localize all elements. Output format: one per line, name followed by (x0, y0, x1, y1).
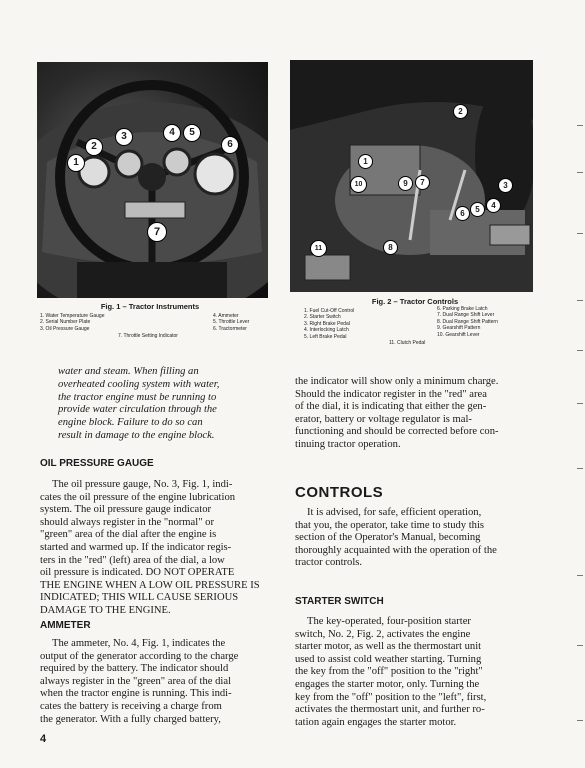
figure-2-caption: Fig. 2 – Tractor Controls (371, 297, 459, 306)
ammeter-paragraph: The ammeter, No. 4, Fig. 1, indicates the output of the generator according to the charge required by the battery. The indicator should always register in the "green" area of the dial when the tractor engine is running. This indi- cates the battery is receiving a charge from the generator. With a fully charged battery, (40, 638, 239, 725)
figure-2-legend-center: 11. Clutch Pedal (389, 340, 426, 346)
starter-switch-heading: STARTER SWITCH (295, 596, 384, 607)
starter-switch-paragraph: The key-operated, four-position starter switch, No. 2, Fig. 2, activates the engine starter motor, as well as the thermostart unit used to assist cold weather starting. Turning the key from the "off" position to the "right" engages the starter motor, only. Turning the key from the "off" position to the "left", first, activates the thermostart unit, and further ro- tation again engages the starter motor. (295, 616, 487, 728)
figure-1-legend-left: 1. Water Temperature Gauge 2. Serial Number Plate 3. Oil Pressure Gauge (40, 313, 105, 332)
figure-2-photo (290, 60, 533, 292)
figure-1-legend-right: 4. Ammeter 5. Throttle Lever 6. Tractormeter (213, 313, 250, 332)
callout-5: 5 (470, 202, 485, 217)
figure-1-caption: Fig. 1 – Tractor Instruments (100, 302, 200, 311)
callout-9: 9 (398, 176, 413, 191)
callout-7: 7 (415, 175, 430, 190)
figure-1-callouts (37, 62, 268, 298)
callout-2: 2 (85, 138, 103, 156)
callout-6: 6 (221, 136, 239, 154)
oil-pressure-gauge-heading: OIL PRESSURE GAUGE (40, 458, 154, 469)
callout-8: 8 (383, 240, 398, 255)
callout-5: 5 (183, 124, 201, 142)
callout-10: 10 (350, 176, 367, 193)
callout-2: 2 (453, 104, 468, 119)
oil-pressure-gauge-paragraph: The oil pressure gauge, No. 3, Fig. 1, indi- cates the oil pressure of the engine lubrication system. The oil pressure gauge indicator should always register in the "normal" or "green" area of the dial after the engine is started and warmed up. If the indicator regis- ters in the "red" (left) area of the dial, a low oil pressure is indicated. DO NOT OPERATE THE ENGINE WHEN A LOW OIL PRESSURE IS INDICATED; THIS WILL CAUSE SERIOUS DAMAGE TO THE ENGINE. (40, 479, 260, 616)
figure-1-photo (37, 62, 268, 298)
figure-1-legend-center: 7. Throttle Setting Indicator (118, 333, 178, 339)
controls-paragraph: It is advised, for safe, efficient operation, that you, the operator, take time to study this section of the Operator's Manual, becoming thoroughly acquainted with the operation of the tractor controls. (295, 507, 497, 569)
callout-7: 7 (147, 222, 167, 242)
figure-2-callouts (290, 60, 533, 292)
callout-4: 4 (486, 198, 501, 213)
figure-2-legend-right: 6. Parking Brake Latch 7. Dual Range Shift Lever 8. Dual Range Shift Pattern 9. Gearshift Pattern 10. Gearshift Lever (437, 306, 498, 338)
figure-2-legend-left: 1. Fuel Cut-Off Control 2. Starter Switch 3. Right Brake Pedal 4. Interlocking Latch 5. Left Brake Pedal (304, 308, 355, 340)
callout-6: 6 (455, 206, 470, 221)
callout-3: 3 (115, 128, 133, 146)
callout-1: 1 (67, 154, 85, 172)
callout-1: 1 (358, 154, 373, 169)
callout-4: 4 (163, 124, 181, 142)
page-number: 4 (40, 733, 47, 745)
callout-11: 11 (310, 240, 327, 257)
controls-heading: CONTROLS (295, 484, 384, 501)
ammeter-continued-paragraph: the indicator will show only a minimum charge. Should the indicator register in the "red" area of the dial, it is indicating that either the gen- erator, battery or voltage regulator is mal- functioning and should be corrected before con- tinuing tractor operation. (295, 376, 499, 450)
ammeter-heading: AMMETER (40, 620, 91, 631)
callout-3: 3 (498, 178, 513, 193)
cooling-system-warning: water and steam. When filling an overheated cooling system with water, the tractor engine must be running to provide water circulation through the engine block. Failure to do so can result in damage to the engine block. (58, 366, 220, 441)
